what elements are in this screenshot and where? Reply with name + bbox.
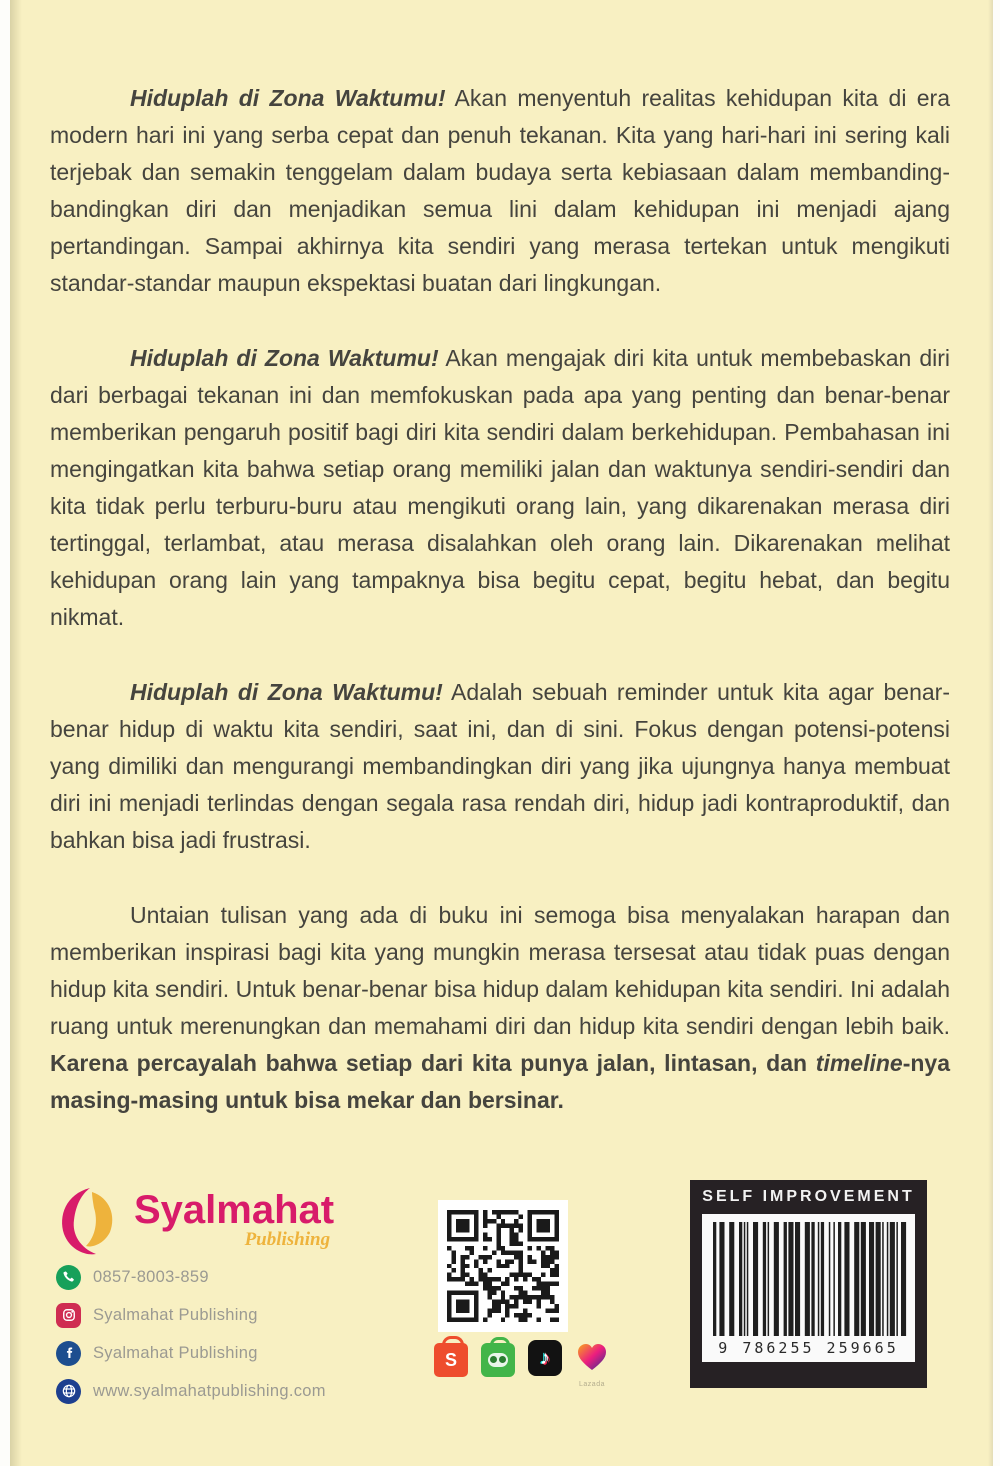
timeline-word: timeline [815, 1050, 903, 1076]
book-back-cover [10, 0, 993, 1466]
footer [10, 1170, 1000, 1466]
book-title-mention: Hiduplah di Zona Waktumu! [130, 679, 443, 705]
lazada-icon [575, 1338, 609, 1388]
tiktok-shop-icon: ♪ [528, 1340, 562, 1376]
marketplace-icons [434, 1338, 644, 1388]
synopsis-paragraph-1 [50, 80, 950, 302]
paragraph-text: Adalah sebuah reminder untuk kita agar benar-benar hidup di waktu kita sendiri, saat ini, dan di sini. Fokus dengan potensi-potensi yang dimiliki dan mengurangi membandingkan diri yang jika ujungnya hanya membuat diri ini menjadi terlindas dengan segala rasa rendah diri, hidup jadi kontraproduktif, dan bahkan bisa jadi frustrasi. [50, 679, 950, 853]
publisher-logo-text [134, 1188, 334, 1251]
facebook-icon [56, 1341, 81, 1366]
contact-row-whatsapp [56, 1258, 326, 1296]
closing-statement-end: -nya masing-masing untuk bisa mekar dan bersinar. [50, 1050, 950, 1113]
publisher-logo [52, 1182, 335, 1262]
contact-phone: 0857-8003-859 [93, 1267, 209, 1286]
synopsis-paragraph-4 [50, 897, 950, 1119]
contact-row-website [56, 1372, 326, 1410]
paragraph-text: Akan menyentuh realitas kehidupan kita di era modern hari ini yang serba cepat dan penuh tekanan. Kita yang hari-hari ini sering kali terjebak dan semakin tenggelam dalam budaya serta kebiasaan dalam membanding-bandingkan diri dan menjadikan semua lini dalam kehidupan ini menjadi ajang pertandingan. Sampai akhirnya kita sendiri yang merasa tertekan untuk mengikuti standar-standar maupun ekspektasi buatan dari lingkungan. [50, 85, 950, 296]
barcode-panel [702, 1214, 915, 1362]
qr-code [438, 1200, 568, 1332]
closing-statement: Karena percayalah bahwa setiap dari kita punya jalan, lintasan, dan [50, 1050, 816, 1076]
lazada-caption: Lazada [579, 1381, 605, 1388]
contact-facebook: Syalmahat Publishing [93, 1343, 258, 1362]
publisher-logo-icon [52, 1182, 130, 1260]
shopee-icon: S [434, 1343, 468, 1377]
category-label: SELF IMPROVEMENT [702, 1188, 915, 1205]
tokopedia-icon [481, 1343, 515, 1377]
book-title-mention: Hiduplah di Zona Waktumu! [130, 345, 439, 371]
paragraph-text: Akan mengajak diri kita untuk membebaskan diri dari berbagai tekanan ini dan memfokuskan pada apa yang penting dan benar-benar memberikan pengaruh positif bagi diri kita sendiri dalam berkehidupan. Pembahasan ini mengingatkan kita bahwa setiap orang memiliki jalan dan waktunya sendiri-sendiri dan kita tidak perlu terburu-buru atau mengikuti orang lain, yang dikarenakan merasa diri tertinggal, terlambat, atau merasa disalahkan oleh orang lain. Dikarenakan melihat kehidupan orang lain yang tampaknya bisa begitu cepat, begitu hebat, dan begitu nikmat. [50, 345, 950, 630]
synopsis-paragraph-2 [50, 340, 950, 636]
globe-icon [56, 1379, 81, 1404]
book-title-mention: Hiduplah di Zona Waktumu! [130, 85, 446, 111]
synopsis-text-block [50, 80, 950, 1157]
publisher-name: Syalmahat [134, 1188, 335, 1232]
whatsapp-icon [56, 1265, 81, 1290]
isbn-number: 9 786255 259665 [718, 1339, 899, 1357]
paragraph-text: Untaian tulisan yang ada di buku ini semoga bisa menyalakan harapan dan memberikan inspirasi bagi kita yang mungkin merasa tersesat atau tidak puas dengan hidup kita sendiri. Untuk benar-benar bisa hidup dalam kehidupan kita sendiri. Ini adalah ruang untuk merenungkan dan memahami diri dan hidup kita sendiri dengan lebih baik. [50, 902, 950, 1039]
contact-row-instagram [56, 1296, 326, 1334]
barcode-box [690, 1180, 927, 1388]
contact-row-facebook [56, 1334, 326, 1372]
synopsis-paragraph-3 [50, 674, 950, 859]
contact-website: www.syalmahatpublishing.com [93, 1381, 326, 1400]
contact-instagram: Syalmahat Publishing [93, 1305, 258, 1324]
contact-list [56, 1258, 326, 1410]
publisher-subname: Publishing [244, 1229, 331, 1250]
instagram-icon [56, 1303, 81, 1328]
